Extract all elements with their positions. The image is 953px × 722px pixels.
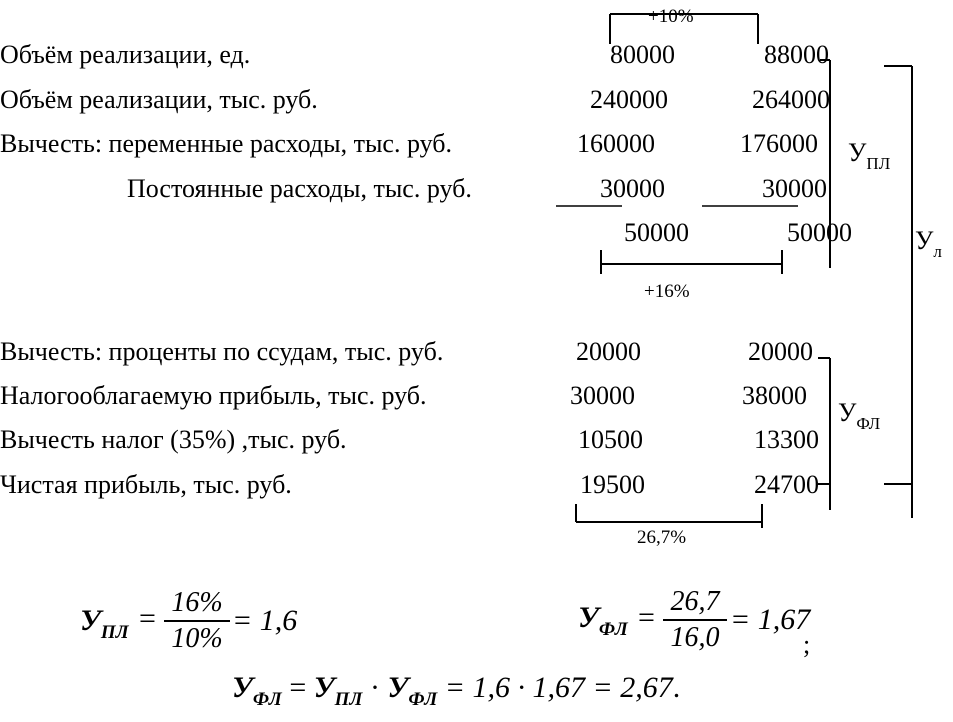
formula-1-eq: =	[139, 602, 156, 635]
value-col1: 50000	[624, 218, 689, 247]
value-col2: 50000	[787, 218, 852, 247]
value-col2: 20000	[748, 337, 813, 366]
value-col2: 30000	[762, 174, 827, 203]
formula-1-result: = 1,6	[232, 604, 298, 637]
formula-2-fraction: $\frac{26,7}{16,0}$	[663, 585, 727, 655]
value-col1: 160000	[577, 129, 655, 158]
formula-2-semicolon: ;	[803, 630, 811, 659]
ul-label: $У_л$	[915, 226, 942, 261]
formula-1-lhs: $У_{ПЛ}$	[80, 604, 129, 643]
value-col2: 176000	[740, 129, 818, 158]
formula-2-lhs: $У_{ФЛ}$	[578, 601, 628, 640]
row-label: Постоянные расходы, тыс. руб.	[127, 174, 472, 203]
value-col1: 80000	[610, 40, 675, 69]
row-label: Чистая прибыль, тыс. руб.	[0, 470, 292, 499]
row-label: Вычесть: переменные расходы, тыс. руб.	[0, 129, 452, 158]
value-col2: 13300	[754, 425, 819, 454]
formula-1-fraction: $\frac{16\%}{10\%}$	[164, 586, 230, 656]
value-col2: 24700	[754, 470, 819, 499]
value-col1: 240000	[590, 85, 668, 114]
percent-bottom-label: 26,7%	[637, 527, 687, 548]
formula-3: $У_{ФЛ} = У_{ПЛ} \cdot У_{ФЛ} = 1,6 \cdot 1,67 = 2,67$.	[232, 671, 681, 710]
upl-label: $У_{ПЛ}$	[848, 138, 891, 173]
value-col1: 20000	[576, 337, 641, 366]
percent-mid-label: +16%	[644, 281, 690, 302]
row-label: Вычесть: проценты по ссудам, тыс. руб.	[0, 337, 444, 366]
row-label: Налогооблагаемую прибыль, тыс. руб.	[0, 381, 427, 410]
value-col2: 38000	[742, 381, 807, 410]
formula-2-eq: =	[638, 601, 655, 634]
value-col1: 19500	[580, 470, 645, 499]
row-label: Объём реализации, тыс. руб.	[0, 85, 318, 114]
formula-2-result: = 1,67	[730, 603, 811, 636]
value-col1: 30000	[570, 381, 635, 410]
value-col2: 88000	[764, 40, 829, 69]
value-col1: 30000	[600, 174, 665, 203]
ufl-label: $У_{ФЛ}$	[838, 398, 881, 433]
percent-top-label: +10%	[648, 6, 694, 27]
value-col2: 264000	[752, 85, 830, 114]
row-label: Объём реализации, ед.	[0, 40, 251, 69]
row-label: Вычесть налог (35%) ,тыс. руб.	[0, 425, 347, 454]
value-col1: 10500	[578, 425, 643, 454]
